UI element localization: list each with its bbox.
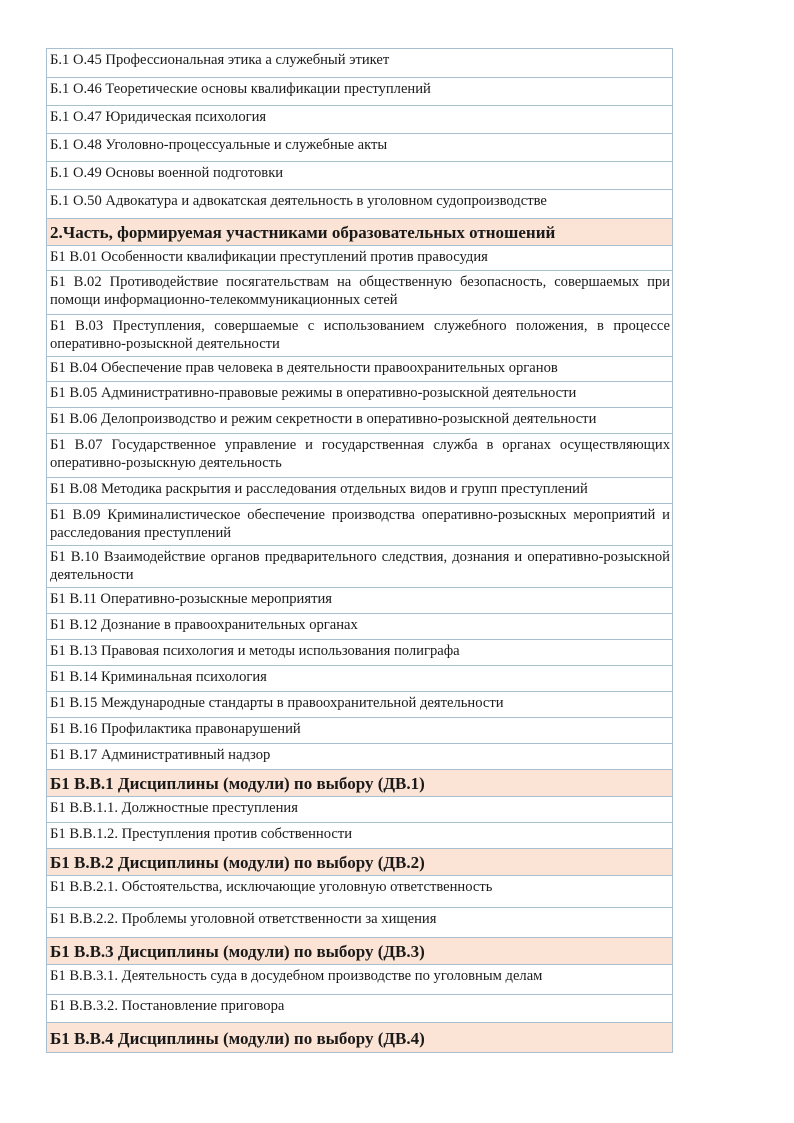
section-header-row — [47, 938, 673, 965]
discipline-cell: Б.1 О.45 Профессиональная этика а служебный этикет — [47, 49, 673, 78]
section-header-row — [47, 849, 673, 876]
discipline-cell: Б1 В.06 Делопроизводство и режим секретности в оперативно-розыскной деятельности — [47, 408, 673, 434]
table-row — [47, 666, 673, 692]
table-row — [47, 546, 673, 588]
table-row — [47, 106, 673, 134]
table-row — [47, 382, 673, 408]
discipline-cell: Б.1 О.47 Юридическая психология — [47, 106, 673, 134]
discipline-cell: Б1 В.13 Правовая психология и методы использования полиграфа — [47, 640, 673, 666]
discipline-cell: Б1 В.03 Преступления, совершаемые с использованием служебного положения, в процессе оперативно-розыскной деятельности — [47, 315, 673, 357]
section-heading: 2.Часть, формируемая участниками образовательных отношений — [47, 219, 673, 246]
discipline-cell: Б.1 О.50 Адвокатура и адвокатская деятельность в уголовном судопроизводстве — [47, 190, 673, 219]
table-row — [47, 246, 673, 271]
table-row — [47, 434, 673, 478]
table-row — [47, 995, 673, 1023]
table-row — [47, 588, 673, 614]
discipline-cell: Б1 В.В.3.1. Деятельность суда в досудебном производстве по уголовным делам — [47, 965, 673, 995]
table-row — [47, 408, 673, 434]
table-row — [47, 315, 673, 357]
discipline-cell: Б1 В.07 Государственное управление и государственная служба в органах осуществляющих оперативно-розыскную деятельность — [47, 434, 673, 478]
table-row — [47, 357, 673, 382]
discipline-cell: Б1 В.14 Криминальная психология — [47, 666, 673, 692]
discipline-cell: Б1 В.В.1.2. Преступления против собственности — [47, 823, 673, 849]
discipline-cell: Б1 В.В.1.1. Должностные преступления — [47, 797, 673, 823]
table-row — [47, 908, 673, 938]
discipline-cell: Б1 В.08 Методика раскрытия и расследования отдельных видов и групп преступлений — [47, 478, 673, 504]
table-row — [47, 965, 673, 995]
table-row — [47, 134, 673, 162]
section-header-row — [47, 219, 673, 246]
discipline-cell: Б1 В.09 Криминалистическое обеспечение производства оперативно-розыскных мероприятий и расследования преступлений — [47, 504, 673, 546]
curriculum-table — [46, 48, 673, 1053]
section-heading: Б1 В.В.1 Дисциплины (модули) по выбору (ДВ.1) — [47, 770, 673, 797]
discipline-cell: Б1 В.05 Административно-правовые режимы в оперативно-розыскной деятельности — [47, 382, 673, 408]
discipline-cell: Б1 В.15 Международные стандарты в правоохранительной деятельности — [47, 692, 673, 718]
discipline-cell: Б.1 О.48 Уголовно-процессуальные и служебные акты — [47, 134, 673, 162]
table-row — [47, 78, 673, 106]
section-header-row — [47, 770, 673, 797]
discipline-cell: Б1 В.11 Оперативно-розыскные мероприятия — [47, 588, 673, 614]
discipline-cell: Б1 В.В.3.2. Постановление приговора — [47, 995, 673, 1023]
table-row — [47, 614, 673, 640]
table-row — [47, 162, 673, 190]
table-row — [47, 271, 673, 315]
discipline-cell: Б1 В.В.2.1. Обстоятельства, исключающие уголовную ответственность — [47, 876, 673, 908]
discipline-cell: Б1 В.01 Особенности квалификации преступлений против правосудия — [47, 246, 673, 271]
discipline-cell: Б1 В.04 Обеспечение прав человека в деятельности правоохранительных органов — [47, 357, 673, 382]
discipline-cell: Б.1 О.46 Теоретические основы квалификации преступлений — [47, 78, 673, 106]
table-row — [47, 504, 673, 546]
section-header-row — [47, 1023, 673, 1053]
discipline-cell: Б1 В.12 Дознание в правоохранительных органах — [47, 614, 673, 640]
table-row — [47, 640, 673, 666]
table-row — [47, 718, 673, 744]
table-row — [47, 797, 673, 823]
discipline-cell: Б1 В.10 Взаимодействие органов предварительного следствия, дознания и оперативно-розыскной деятельности — [47, 546, 673, 588]
section-heading: Б1 В.В.4 Дисциплины (модули) по выбору (ДВ.4) — [47, 1023, 673, 1053]
discipline-cell: Б.1 О.49 Основы военной подготовки — [47, 162, 673, 190]
table-row — [47, 876, 673, 908]
table-row — [47, 49, 673, 78]
discipline-cell: Б1 В.02 Противодействие посягательствам на общественную безопасность, совершаемых при помощи информационно-телекоммуникационных сетей — [47, 271, 673, 315]
table-row — [47, 823, 673, 849]
table-row — [47, 744, 673, 770]
discipline-cell: Б1 В.16 Профилактика правонарушений — [47, 718, 673, 744]
table-row — [47, 478, 673, 504]
discipline-cell: Б1 В.В.2.2. Проблемы уголовной ответственности за хищения — [47, 908, 673, 938]
table-row — [47, 190, 673, 219]
discipline-cell: Б1 В.17 Административный надзор — [47, 744, 673, 770]
section-heading: Б1 В.В.3 Дисциплины (модули) по выбору (ДВ.3) — [47, 938, 673, 965]
section-heading: Б1 В.В.2 Дисциплины (модули) по выбору (ДВ.2) — [47, 849, 673, 876]
table-row — [47, 692, 673, 718]
